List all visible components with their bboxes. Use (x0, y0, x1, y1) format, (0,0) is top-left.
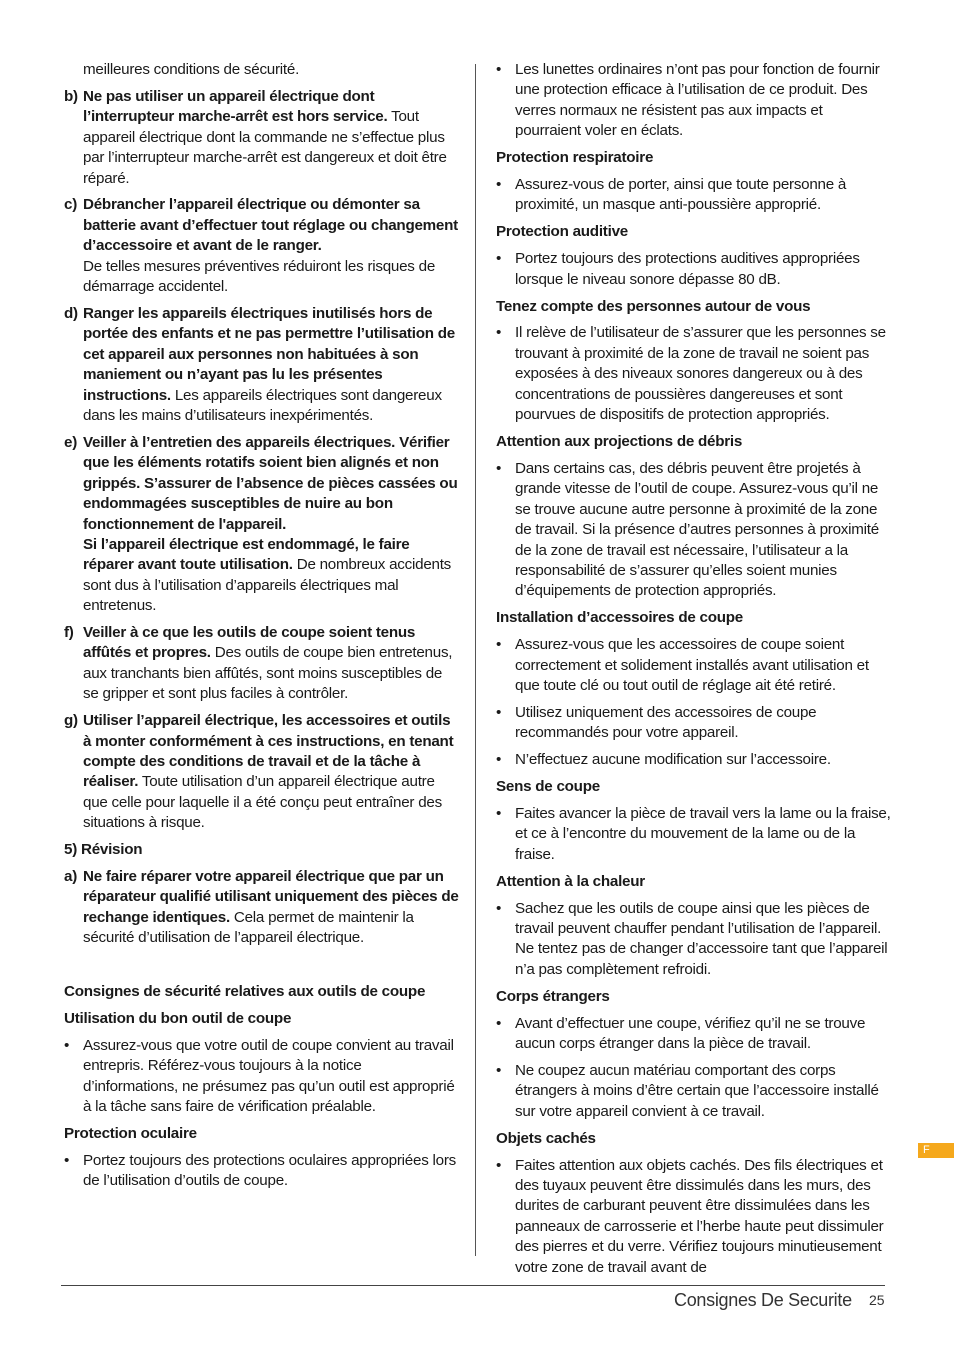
item-text: Toute utilisation d’un appareil électrique autre que celle pour laquelle il a été conçu peut entraîner des situations à risque. (83, 773, 442, 832)
bullet-text: Dans certains cas, des débris peuvent être projetés à grande vitesse de l’outil de coupe. Assurez-vous qu’il ne se trouve aucune autre personne à proximité de la zone de travail. Si la présence d’autres personnes à proximité de la zone de travail est nécessaire, l’utilisateur a la responsabilité de s’assurer qu’elles soient munies d’équipements de protection appropriés. (515, 459, 879, 600)
subheading-chaleur: Attention à la chaleur (496, 872, 645, 890)
subheading-debris: Attention aux projections de débris (496, 433, 743, 450)
section-heading-revision: 5) Révision (64, 841, 143, 859)
subheading-utilisation: Utilisation du bon outil de coupe (64, 1010, 292, 1028)
bullet-text: Assurez-vous que les accessoires de coupe soient correctement et solidement installés avant utilisation et que toute clé ou tout outil de réglage ait été retiré. (515, 636, 869, 694)
item-bold: Ne pas utiliser un appareil électrique dont l’interrupteur marche-arrêt est hors service. (83, 87, 388, 126)
bullet-item (496, 899, 892, 981)
item-bold: Ranger les appareils électriques inutilisés hors de portée des enfants et ne pas permettre l’utilisation de cet appareil aux personnes non habituées à son maniement ou n’ayant pas lu les présentes instructions. (83, 304, 455, 404)
bullet-dot: • (496, 459, 502, 477)
item-f (64, 623, 459, 705)
item-b (64, 87, 459, 189)
item-c (64, 195, 459, 297)
subheading-oculaire: Protection oculaire (64, 1125, 197, 1143)
bullet-dot: • (496, 176, 502, 194)
item-label: f) (64, 624, 74, 642)
item-label: g) (64, 712, 78, 730)
item-bold: Veiller à ce que les outils de coupe soient tenus affûtés et propres. (83, 624, 416, 662)
item-label: b) (64, 87, 78, 105)
bullet-text: Sachez que les outils de coupe ainsi que les pièces de travail peuvent chauffer pendant l’utilisation de l’appareil. Ne tentez pas de changer d’accessoire tant que l’appareil n’a pas complètement refroidi. (515, 899, 888, 978)
item-label: c) (64, 196, 78, 214)
item-bold: Ne faire réparer votre appareil électrique que par un réparateur qualifié utilisant uniquement des pièces de rechange identiques. (83, 868, 459, 926)
item-text: Cela permet de maintenir la sécurité d’utilisation de l’appareil électrique. (83, 908, 414, 947)
page-number: 25 (869, 1292, 885, 1308)
subheading-objets: Objets cachés (496, 1129, 596, 1147)
bullet-item (496, 1014, 892, 1055)
bullet-dot: • (64, 1036, 70, 1054)
item-text: De nombreux accidents sont dus à l’utilisation d’appareils électriques mal entretenus. (83, 556, 452, 615)
bullet-item (496, 175, 892, 216)
spacer (64, 955, 459, 982)
item-d (64, 304, 459, 426)
item-e (64, 433, 459, 617)
bullet-dot: • (496, 703, 502, 721)
column-divider (475, 64, 476, 1256)
bullet-dot: • (496, 899, 502, 917)
bullet-text: Faites avancer la pièce de travail vers la lame ou la fraise, et ce à l’encontre du mouvement de la lame ou de la fraise. (515, 805, 891, 863)
bullet-text: Il relève de l’utilisateur de s’assurer que les personnes se trouvant à proximité de la zone de travail ne soient pas exposées à des niveaux sonores dangereux ou à des concentrations de poussières dangereuses et sont pourvues de dispositifs de protection appropriés. (515, 324, 886, 424)
item-label: a) (64, 868, 78, 886)
item-text: Les appareils électriques sont dangereux dans les mains d’utilisateurs inexpérimentés. (83, 386, 442, 424)
bullet-item (496, 323, 892, 425)
item-bold: Débrancher l’appareil électrique ou démonter sa batterie avant d’effectuer tout réglage ou changement d’accessoire et avant de le ranger. (83, 196, 458, 255)
bullet-text: Portez toujours des protections auditives appropriées lorsque le niveau sonore dépasse 80 dB. (515, 250, 860, 288)
item-label: d) (64, 304, 78, 322)
bullet-dot: • (496, 1061, 502, 1079)
bullet-item (496, 804, 892, 865)
bullet-dot: • (64, 1152, 70, 1169)
bullet-item (496, 1156, 892, 1278)
item-text: De telles mesures préventives réduiront les risques de démarrage accidentel. (83, 257, 436, 296)
footer-rule (61, 1285, 885, 1286)
item-bold: Veiller à l’entretien des appareils électriques. Vérifier que les éléments rotatifs soient bien alignés et non grippés. S’assurer de l’absence de pièces cassées ou endommagées susceptibles de nuire au bon fonctionnement de l'appareil. (83, 433, 458, 533)
subheading-auditive: Protection auditive (496, 223, 628, 241)
bullet-text: Assurez-vous de porter, ainsi que toute personne à proximité, un masque anti-poussière approprié. (515, 176, 847, 214)
bullet-dot: • (496, 324, 502, 342)
bullet-item (496, 703, 892, 744)
bullet-text: N’effectuez aucune modification sur l’accessoire. (515, 751, 831, 769)
bullet-text: Ne coupez aucun matériau comportant des corps étrangers à moins d’être certain que l’accessoire installé sur votre appareil convient à ce travail. (515, 1061, 879, 1120)
section-heading-consignes: Consignes de sécurité relatives aux outils de coupe (64, 983, 426, 1001)
bullet-dot: • (496, 805, 502, 822)
item-a (64, 867, 459, 949)
footer-title: Consignes De Securite (674, 1290, 852, 1310)
item-g (64, 711, 459, 833)
item-bold: Utiliser l’appareil électrique, les accessoires et outils à monter conformément à ces instructions, en tenant compte des conditions de travail et de la tâche à réaliser. (83, 712, 454, 791)
subheading-respiratoire: Protection respiratoire (496, 149, 654, 167)
bullet-dot: • (496, 1156, 502, 1174)
item-text: Des outils de coupe bien entretenus, aux tranchants bien affûtés, sont moins susceptibles de se gripper et sont plus faciles à contrôler. (83, 644, 453, 703)
item-bold-2: Si l’appareil électrique est endommagé, le faire réparer avant toute utilisation. (83, 535, 410, 574)
bullet-dot: • (496, 1014, 502, 1032)
bullet-item (496, 1061, 892, 1122)
subheading-installation: Installation d’accessoires de coupe (496, 609, 743, 627)
bullet-text: Avant d’effectuer une coupe, vérifiez qu’il ne se trouve aucun corps étranger dans la pièce de travail. (515, 1014, 866, 1053)
left-column (64, 60, 459, 1198)
bullet-item (64, 1036, 459, 1118)
bullet-text: Les lunettes ordinaires n’ont pas pour fonction de fournir une protection efficace à l’utilisation de ce produit. Des verres normaux ne résistent pas aux impacts et pourraient voler en éclats. (515, 61, 880, 140)
bullet-item (496, 249, 892, 290)
bullet-dot: • (496, 751, 502, 769)
bullet-dot: • (496, 636, 502, 654)
subheading-sens: Sens de coupe (496, 778, 600, 796)
bullet-text: Faites attention aux objets cachés. Des fils électriques et des tuyaux peuvent être dissimulés dans les murs, des durites de carburant peuvent être dissimulées dans les panneaux de carrosserie et l’herbe haute peut dissimuler des pierres et du verre. Vérifiez toujours minutieusement votre zone de travail avant de (515, 1156, 884, 1276)
item-label: e) (64, 433, 78, 451)
bullet-item (64, 1151, 459, 1192)
bullet-item (496, 750, 892, 770)
bullet-item (496, 635, 892, 696)
continued-text: meilleures conditions de sécurité. (83, 61, 300, 78)
language-tab: F (918, 1143, 954, 1158)
bullet-text: Utilisez uniquement des accessoires de coupe recommandés pour votre appareil. (515, 703, 817, 742)
bullet-text: Portez toujours des protections oculaires appropriées lors de l’utilisation d’outils de coupe. (83, 1152, 456, 1190)
bullet-item (496, 60, 892, 142)
subheading-corps: Corps étrangers (496, 987, 610, 1005)
right-column (496, 60, 892, 1285)
bullet-item (496, 459, 892, 602)
bullet-text: Assurez-vous que votre outil de coupe convient au travail entrepris. Référez-vous toujours à la notice d’informations, ne présumez pas qu’un outil est approprié à la tâche sans faire de vérification préalable. (83, 1036, 455, 1116)
item-text: Tout appareil électrique dont la commande ne s’effectue plus par l’interrupteur marche-arrêt est dangereux et doit être réparé. (83, 108, 447, 187)
bullet-dot: • (496, 61, 502, 78)
bullet-dot: • (496, 250, 502, 268)
subheading-personnes: Tenez compte des personnes autour de vous (496, 297, 811, 315)
